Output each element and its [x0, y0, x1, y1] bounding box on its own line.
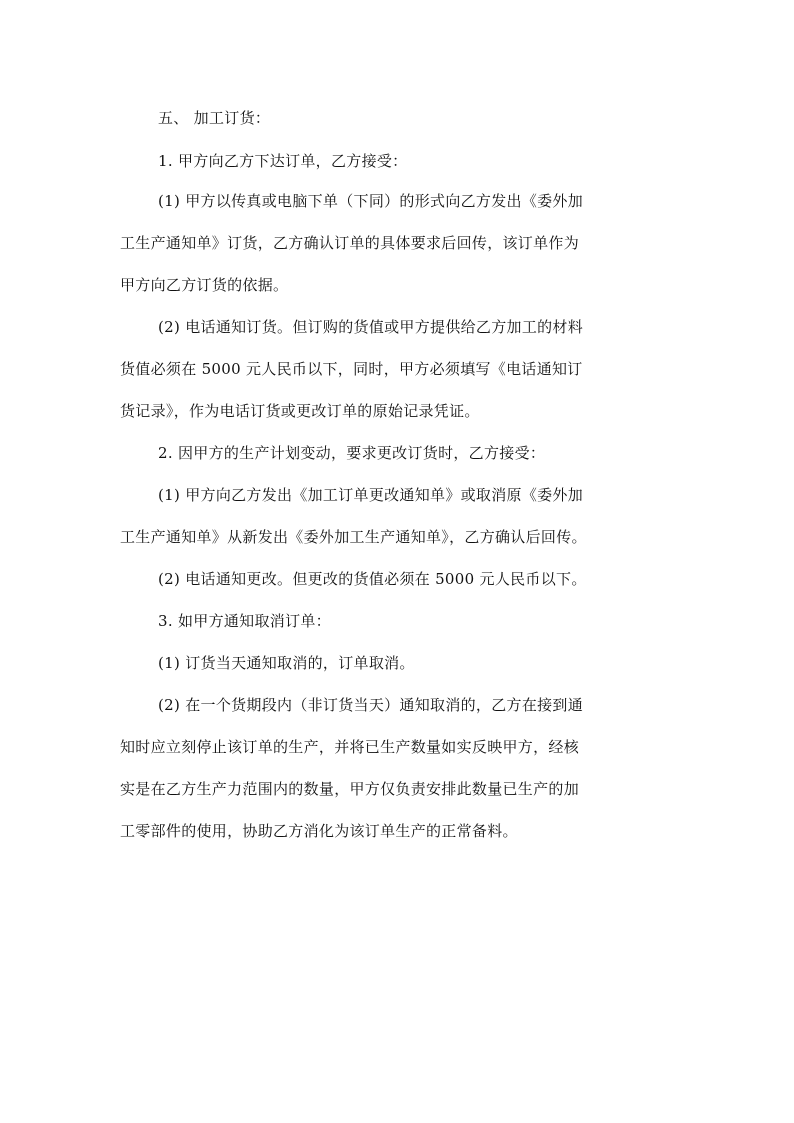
clause-1-1-line-3: 甲方向乙方订货的依据。	[120, 276, 289, 294]
clause-2-2-line-1: (2) 电话通知更改。但更改的货值必须在 5000 元人民币以下。	[158, 570, 587, 588]
clause-1-2-line-3: 货记录》，作为电话订货或更改订单的原始记录凭证。	[120, 402, 480, 420]
clause-3-2-line-3: 实是在乙方生产力范围内的数量，甲方仅负责安排此数量已生产的加	[120, 780, 580, 798]
clause-2-1-line-2: 工生产通知单》从新发出《委外加工生产通知单》，乙方确认后回传。	[120, 528, 587, 546]
clause-3-2-line-4: 工零部件的使用，协助乙方消化为该订单生产的正常备料。	[120, 822, 518, 840]
clause-2-1-line-1: (1) 甲方向乙方发出《加工订单更改通知单》或取消原《委外加	[158, 486, 584, 504]
clause-1-heading: 1. 甲方向乙方下达订单，乙方接受：	[158, 152, 408, 170]
clause-1-1-line-1: (1) 甲方以传真或电脑下单（下同）的形式向乙方发出《委外加	[158, 192, 584, 210]
clause-3-2-line-1: (2) 在一个货期段内（非订货当天）通知取消的，乙方在接到通	[158, 696, 584, 714]
section-heading: 五、 加工订货：	[158, 109, 271, 127]
clause-3-heading: 3. 如甲方通知取消订单：	[158, 612, 331, 630]
clause-3-2-line-2: 知时应立刻停止该订单的生产，并将已生产数量如实反映甲方，经核	[120, 738, 580, 756]
clause-1-2-line-1: (2) 电话通知订货。但订购的货值或甲方提供给乙方加工的材料	[158, 318, 584, 336]
clause-1-1-line-2: 工生产通知单》订货，乙方确认订单的具体要求后回传，该订单作为	[120, 234, 580, 252]
clause-2-heading: 2. 因甲方的生产计划变动，要求更改订货时，乙方接受：	[158, 444, 546, 462]
clause-1-2-line-2: 货值必须在 5000 元人民币以下，同时，甲方必须填写《电话通知订	[120, 360, 583, 378]
clause-3-1-line-1: (1) 订货当天通知取消的，订单取消。	[158, 654, 415, 672]
